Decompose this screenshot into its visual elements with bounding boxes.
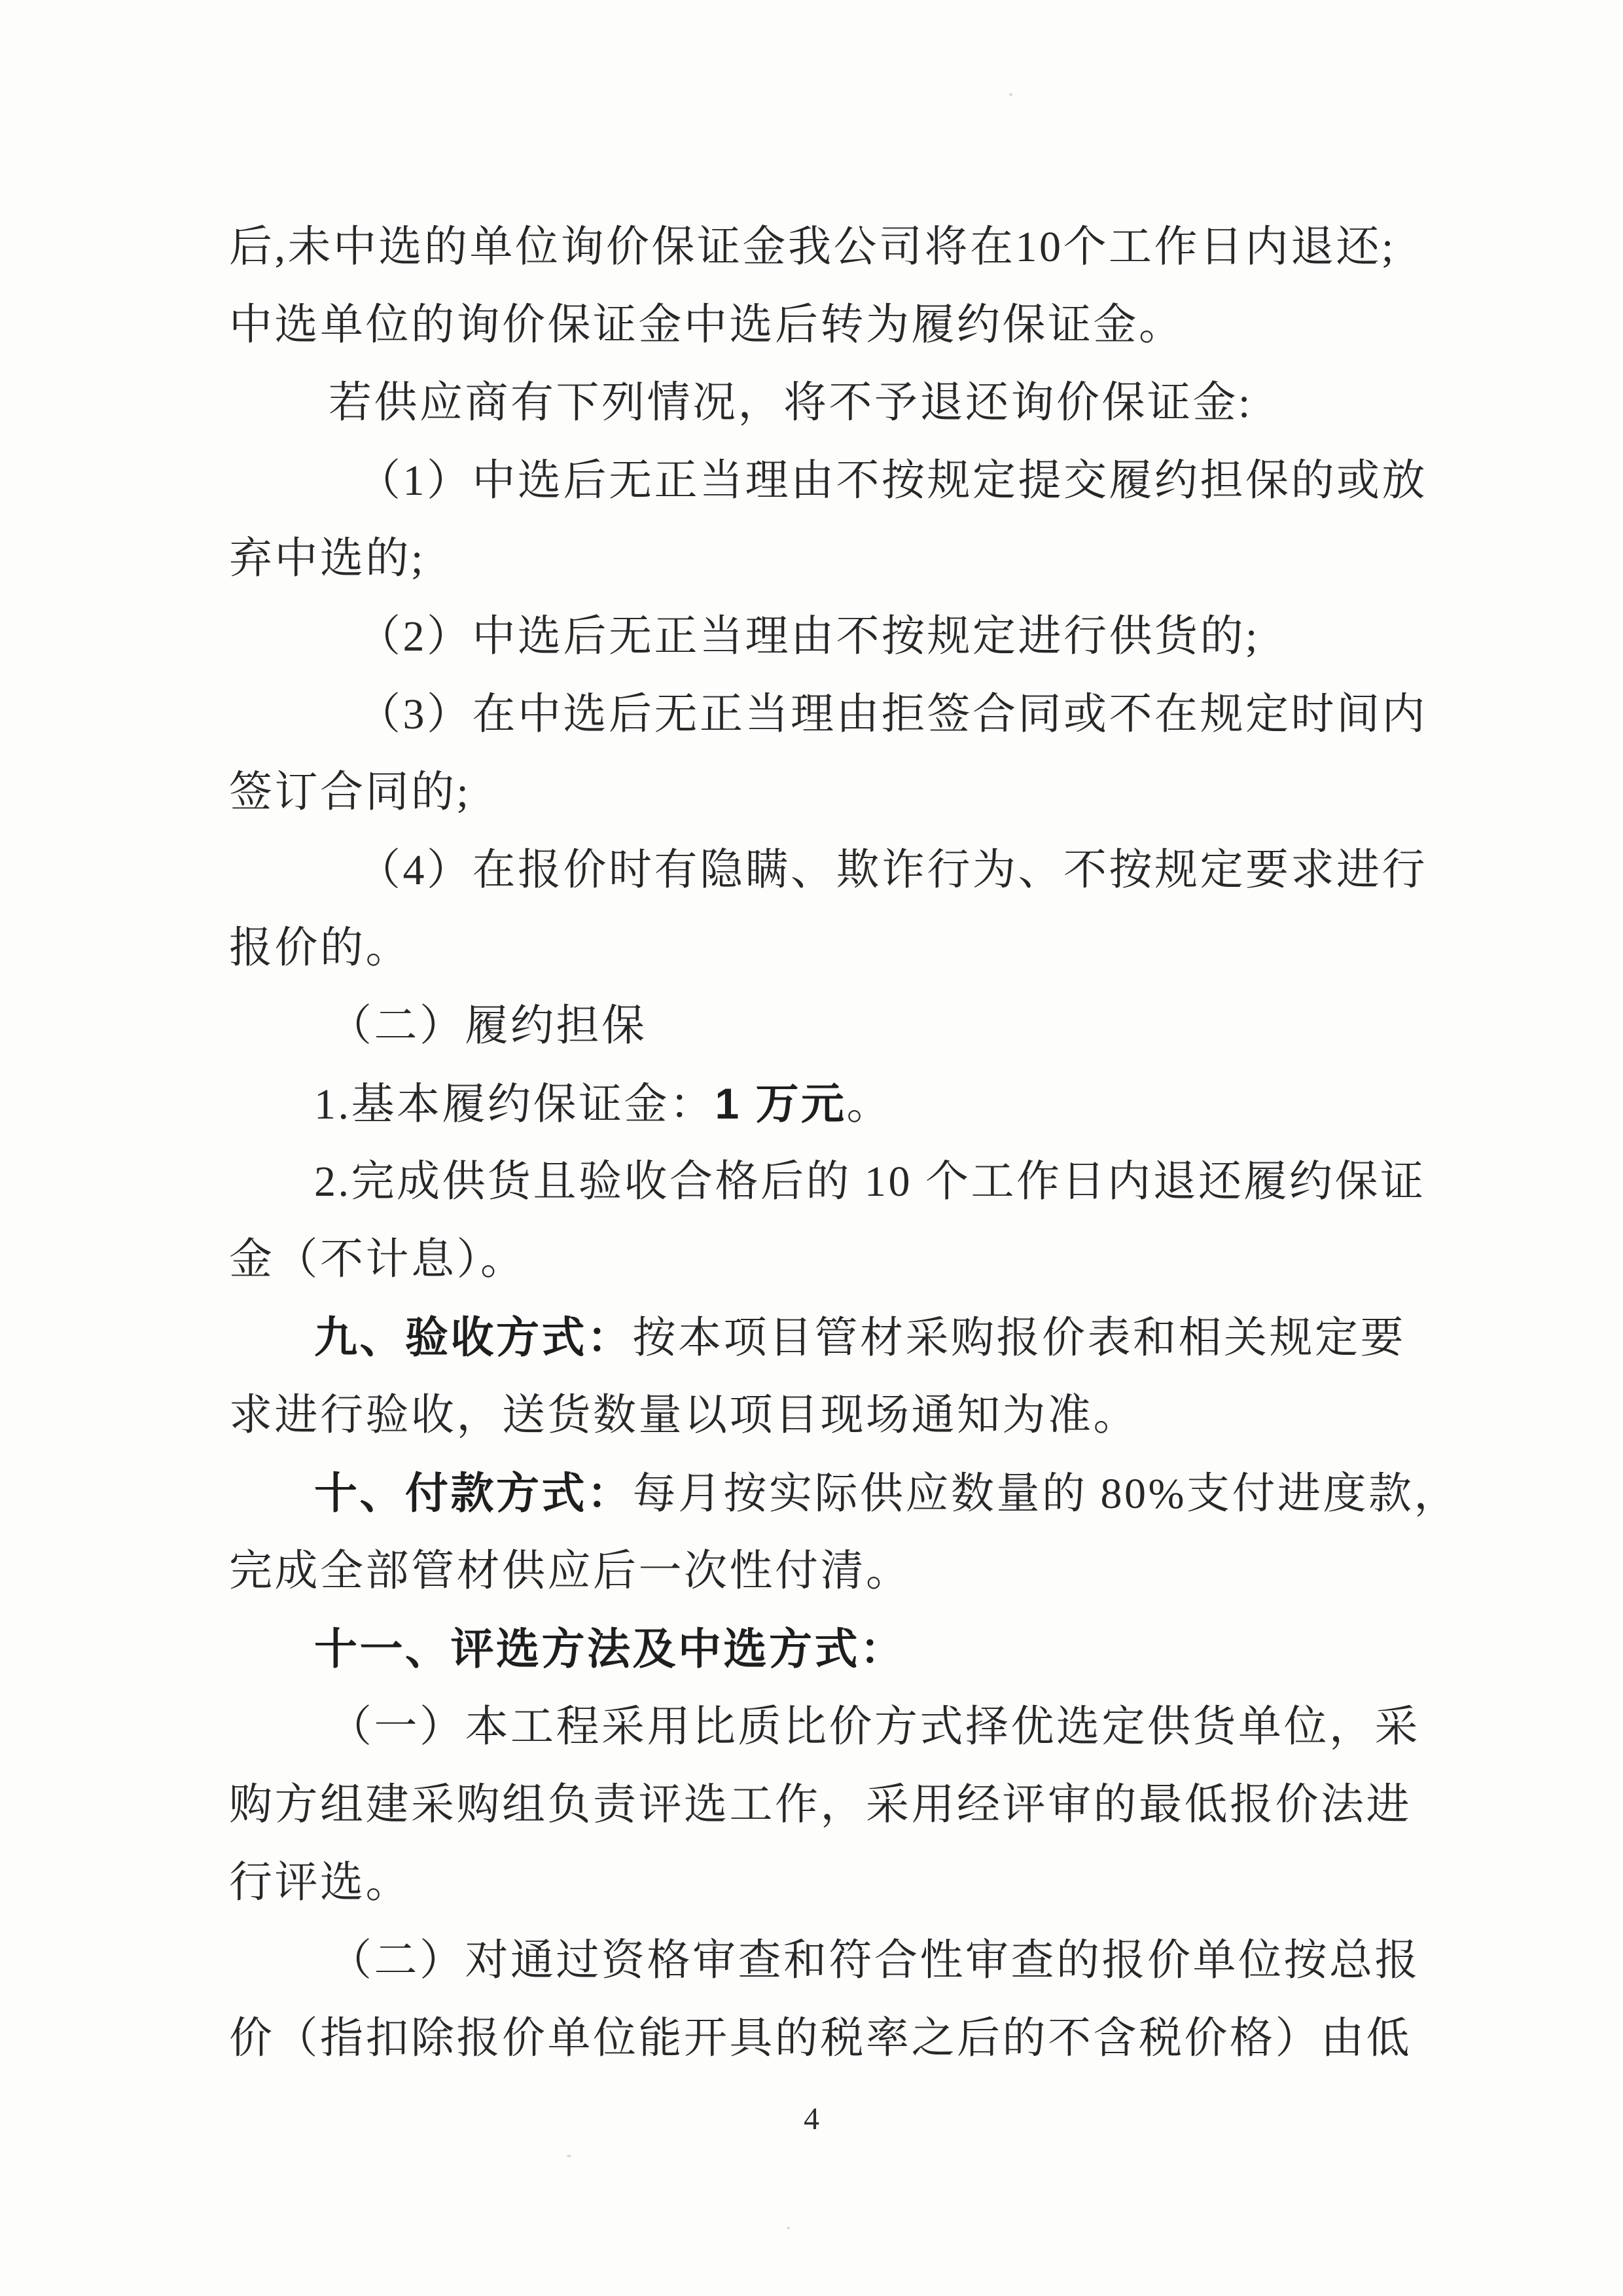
text-segment: 弃中选的; xyxy=(229,535,425,583)
text-segment: 若供应商有下列情况，将不予退还询价保证金: xyxy=(329,379,1253,427)
text-line xyxy=(229,364,1381,442)
text-line xyxy=(229,598,1381,675)
text-segment: （二）对通过资格审查和符合性审查的报价单位按总报 xyxy=(329,1937,1420,1984)
text-segment: （4）在报价时有隐瞒、欺诈行为、不按规定要求进行 xyxy=(357,846,1427,894)
text-segment: （1）中选后无正当理由不按规定提交履约担保的或放 xyxy=(357,457,1427,505)
text-line xyxy=(229,987,1381,1065)
text-segment: 行评选。 xyxy=(229,1859,411,1907)
text-line xyxy=(229,1143,1426,1221)
text-line xyxy=(229,1844,1381,1922)
text-segment: （二）履约担保 xyxy=(329,1002,647,1050)
text-line xyxy=(229,675,1427,753)
text-line xyxy=(229,909,1381,987)
text-segment: 金（不计息）。 xyxy=(229,1236,526,1283)
bold-text-segment: 九、验收方式： xyxy=(314,1313,633,1361)
text-segment: （3）在中选后无正当理由拒签合同或不在规定时间内 xyxy=(357,691,1427,738)
text-line xyxy=(229,1766,1412,1844)
text-segment: 1.基本履约保证金： xyxy=(314,1081,715,1128)
scan-speckle xyxy=(787,2227,790,2229)
text-line xyxy=(229,442,1427,520)
text-line xyxy=(229,1376,1381,1454)
text-segment: （一）本工程采用比质比价方式择优选定供货单位，采 xyxy=(329,1703,1420,1751)
text-line xyxy=(229,208,1396,286)
text-segment: 中选单位的询价保证金中选后转为履约保证金。 xyxy=(229,301,1185,349)
text-segment: 报价的。 xyxy=(229,924,411,972)
text-segment: 求进行验收，送货数量以项目现场通知为准。 xyxy=(229,1391,1139,1439)
scan-speckle xyxy=(1009,93,1012,96)
text-segment: （2）中选后无正当理由不按规定进行供货的; xyxy=(357,613,1260,660)
document-body xyxy=(229,208,1459,2077)
text-line xyxy=(229,1299,1406,1376)
text-segment: 价（指扣除报价单位能开具的税率之后的不含税价格）由低 xyxy=(229,2015,1412,2062)
text-line xyxy=(229,1610,1381,1688)
text-segment: 。 xyxy=(846,1081,893,1128)
text-line xyxy=(229,1922,1420,2000)
text-line xyxy=(229,2000,1412,2077)
page-number: 4 xyxy=(804,2102,819,2136)
bold-text-segment: 十、付款方式： xyxy=(314,1469,633,1517)
text-segment: 每月按实际供应数量的 80%支付进度款， xyxy=(632,1470,1459,1518)
bold-text-segment: 1 万元 xyxy=(715,1079,847,1128)
text-segment: 购方组建采购组负责评选工作，采用经评审的最低报价法进 xyxy=(229,1781,1412,1829)
text-segment: 按本项目管材采购报价表和相关规定要 xyxy=(632,1314,1406,1362)
text-line xyxy=(229,1065,1381,1143)
text-segment: 后,未中选的单位询价保证金我公司将在10个工作日内退还; xyxy=(229,223,1396,271)
text-segment: 2.完成供货且验收合格后的 10 个工作日内退还履约保证 xyxy=(314,1158,1426,1206)
scan-speckle xyxy=(567,2155,571,2157)
text-segment: 签订合同的; xyxy=(229,768,471,816)
text-line xyxy=(229,1454,1459,1532)
text-line xyxy=(229,286,1381,364)
text-segment: 完成全部管材供应后一次性付清。 xyxy=(229,1547,912,1595)
text-line xyxy=(229,1688,1420,1766)
text-line xyxy=(229,1221,1381,1299)
text-line xyxy=(229,831,1427,909)
text-line xyxy=(229,1532,1381,1610)
text-line xyxy=(229,520,1381,598)
text-line xyxy=(229,753,1381,831)
bold-text-segment: 十一、评选方法及中选方式： xyxy=(314,1624,906,1673)
